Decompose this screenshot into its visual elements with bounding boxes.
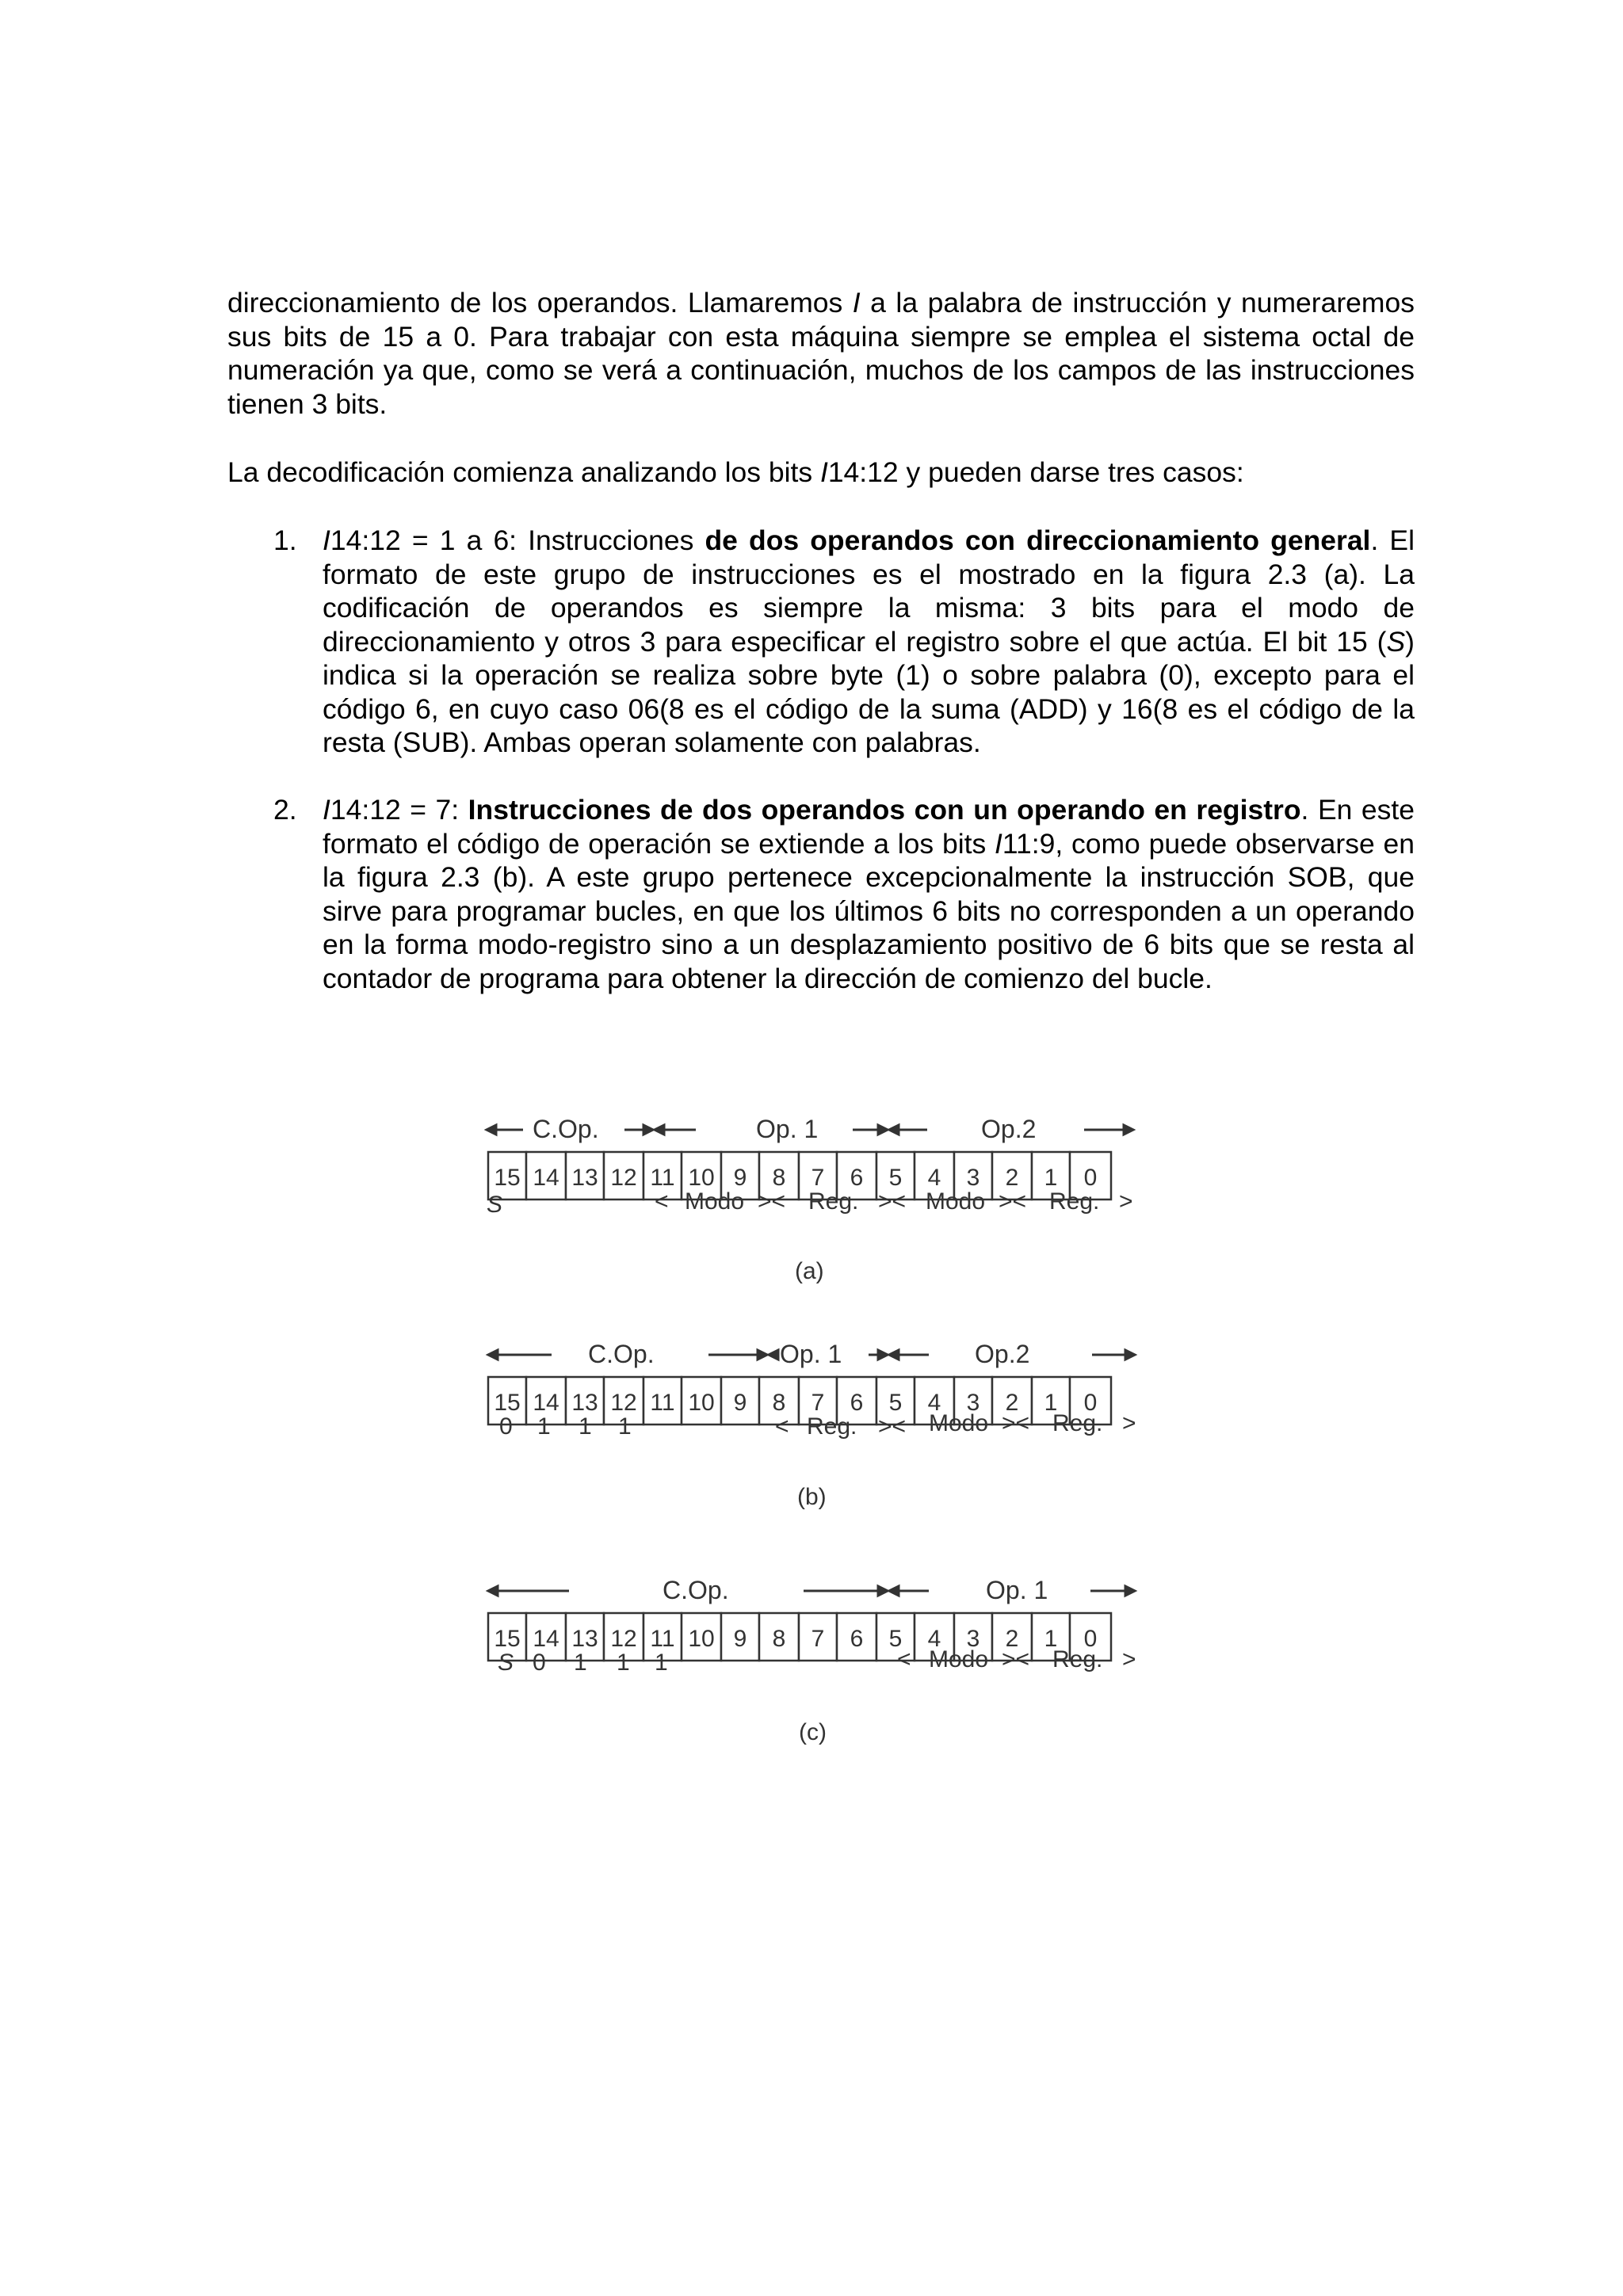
text-run: La decodificación comienza analizando los bits: [227, 456, 820, 488]
text-run: a la palabra de instrucción y numeraremos sus bits de 15 a 0. Para trabajar con esta máquina siempre se emplea el sistema octal de numeración ya que, como se verá a continuación, muchos de los campos de las instrucciones tienen 3 bits.: [227, 287, 1415, 420]
bit-number: 11: [650, 1165, 675, 1191]
label-cop: C.Op.: [533, 1115, 599, 1143]
format-diagram-b: [475, 1334, 1157, 1445]
italic-symbol: I: [323, 794, 330, 826]
figure-format-c: [475, 1570, 1157, 1681]
bit-number: 3: [966, 1165, 980, 1191]
list-number: 1.: [273, 524, 297, 556]
italic-symbol: I: [323, 524, 330, 556]
label-reg: Reg.: [808, 1188, 859, 1215]
bracket: ><: [1002, 1410, 1030, 1436]
paragraph-intro: [227, 286, 1415, 421]
bit-value: 1: [655, 1650, 668, 1676]
bit-number: 15: [494, 1626, 521, 1652]
bit-number: 2: [1005, 1165, 1019, 1191]
italic-symbol: I: [852, 287, 861, 318]
label-cop: C.Op.: [588, 1340, 655, 1368]
bit-number: 8: [772, 1626, 786, 1652]
list-item-body: [323, 524, 1415, 760]
bit-number: 4: [927, 1390, 941, 1416]
bit-number: 1: [1044, 1626, 1058, 1652]
label-op1: Op. 1: [780, 1340, 842, 1368]
bit-number: 14: [533, 1165, 559, 1191]
label-s: S: [487, 1192, 503, 1218]
bit-number: 5: [888, 1626, 903, 1652]
bit-value: 1: [618, 1413, 632, 1440]
bracket: <: [655, 1188, 669, 1215]
label-modo: Modo: [926, 1188, 986, 1215]
bit-value: 1: [617, 1650, 630, 1676]
label-op2: Op.2: [981, 1115, 1037, 1143]
bit-number: 11: [650, 1626, 675, 1652]
bit-number: 1: [1044, 1165, 1058, 1191]
bit-number: 7: [811, 1626, 825, 1652]
bit-number: 10: [688, 1165, 715, 1191]
bit-number: 0: [1083, 1390, 1098, 1416]
bit-number: 6: [850, 1390, 864, 1416]
bit-number: 12: [610, 1165, 637, 1191]
bracket: ><: [1002, 1646, 1030, 1672]
label-reg: Reg.: [1049, 1188, 1100, 1215]
bit-number: 0: [1083, 1165, 1098, 1191]
text-run: 14:12 = 1 a 6: Instrucciones: [330, 524, 705, 556]
bit-number: 13: [571, 1165, 598, 1191]
text-run: . El formato de este grupo de instrucciones es el mostrado en la figura 2.3 (a). La codificación de operandos es siempre la misma: 3 bits para el modo de direccionamiento y otros 3 para especificar el registro sobre el que actúa. El bit 15 (: [323, 524, 1415, 658]
bit-number: 2: [1005, 1390, 1019, 1416]
label-s: S: [498, 1650, 514, 1676]
bit-value: 0: [499, 1413, 513, 1440]
italic-symbol: I: [995, 827, 1002, 860]
label-modo: Modo: [929, 1410, 989, 1436]
bit-number: 9: [733, 1390, 747, 1416]
bracket: <: [775, 1413, 789, 1440]
bit-number: 4: [927, 1626, 941, 1652]
bracket: >: [1119, 1188, 1133, 1215]
bit-number: 5: [888, 1390, 903, 1416]
bit-number: 0: [1083, 1626, 1098, 1652]
text-run: 14:12 y pueden darse tres casos:: [827, 456, 1244, 488]
caption-c: (c): [799, 1719, 827, 1745]
format-diagram-c: [475, 1570, 1157, 1681]
bit-number: 7: [811, 1165, 825, 1191]
bit-number: 1: [1044, 1390, 1058, 1416]
text-run: direccionamiento de los operandos. Llamaremos: [227, 287, 853, 318]
bracket: <: [897, 1646, 911, 1672]
bit-number: 9: [733, 1165, 747, 1191]
bit-number: 14: [533, 1626, 559, 1652]
bracket: >: [1122, 1410, 1136, 1436]
bit-number: 15: [494, 1390, 521, 1416]
bit-number: 6: [850, 1626, 864, 1652]
label-op2: Op.2: [975, 1340, 1030, 1368]
label-reg: Reg.: [1052, 1410, 1103, 1436]
bit-number: 14: [533, 1390, 559, 1416]
bit-number: 8: [772, 1165, 786, 1191]
bit-number: 13: [571, 1626, 598, 1652]
label-reg: Reg.: [807, 1413, 857, 1440]
label-modo: Modo: [929, 1646, 989, 1672]
bit-value: 1: [574, 1650, 587, 1676]
bit-number: 9: [733, 1626, 747, 1652]
caption-b: (b): [797, 1484, 827, 1510]
italic-symbol: I: [819, 456, 828, 488]
bit-number: 4: [927, 1165, 941, 1191]
bracket: ><: [878, 1188, 907, 1215]
label-op1: Op. 1: [756, 1115, 819, 1143]
bracket: ><: [999, 1188, 1027, 1215]
bit-number: 2: [1005, 1626, 1019, 1652]
bit-number: 3: [966, 1626, 980, 1652]
label-op1: Op. 1: [986, 1576, 1048, 1604]
bit-number: 12: [610, 1626, 637, 1652]
bold-text: Instrucciones de dos operandos con un operando en registro: [468, 794, 1301, 826]
format-diagram-a: [475, 1109, 1157, 1220]
figure-format-b: [475, 1334, 1157, 1445]
label-reg: Reg.: [1052, 1646, 1103, 1672]
label-modo: Modo: [685, 1188, 745, 1215]
bracket: ><: [878, 1413, 907, 1440]
bit-number: 15: [494, 1165, 521, 1191]
label-cop: C.Op.: [663, 1576, 729, 1604]
bit-number: 5: [888, 1165, 903, 1191]
bit-number: 8: [772, 1390, 786, 1416]
bit-number: 3: [966, 1390, 980, 1416]
bit-number: 6: [850, 1165, 864, 1191]
list-number: 2.: [273, 794, 297, 826]
bit-value: 0: [533, 1650, 546, 1676]
paragraph-decodification: [227, 456, 1415, 490]
bold-text: de dos operandos con direccionamiento general: [705, 524, 1371, 556]
bit-number: 11: [650, 1390, 675, 1416]
bit-value: 1: [579, 1413, 592, 1440]
list-item-body: [323, 793, 1415, 995]
bit-number: 7: [811, 1390, 825, 1416]
bracket: ><: [758, 1188, 786, 1215]
italic-symbol: S: [1386, 625, 1406, 658]
text-run: 11:9, como puede observarse en la figura 2.3 (b). A este grupo pertenece excepcionalmente la instrucción SOB, que sirve para programar bucles, en que los últimos 6 bits no corresponden a un operando en la forma modo-registro sino a un desplazamiento positivo de 6 bits que se resta al contador de programa para obtener la dirección de comienzo del bucle.: [323, 827, 1415, 994]
text-run: . En este formato el código de operación se extiende a los bits: [323, 794, 1415, 860]
bit-number: 10: [688, 1390, 715, 1416]
caption-a: (a): [795, 1258, 824, 1284]
bracket: >: [1122, 1646, 1136, 1672]
figure-format-a: [475, 1109, 1157, 1220]
text-run: 14:12 = 7:: [330, 794, 468, 826]
bit-value: 1: [537, 1413, 551, 1440]
bit-number: 12: [610, 1390, 637, 1416]
text-run: ) indica si la operación se realiza sobre byte (1) o sobre palabra (0), excepto para el código 6, en cuyo caso 06(8 es el código de la suma (ADD) y 16(8 es el código de la resta (SUB). Ambas operan solamente con palabras.: [323, 625, 1415, 758]
bit-number: 13: [571, 1390, 598, 1416]
bit-number: 10: [688, 1626, 715, 1652]
